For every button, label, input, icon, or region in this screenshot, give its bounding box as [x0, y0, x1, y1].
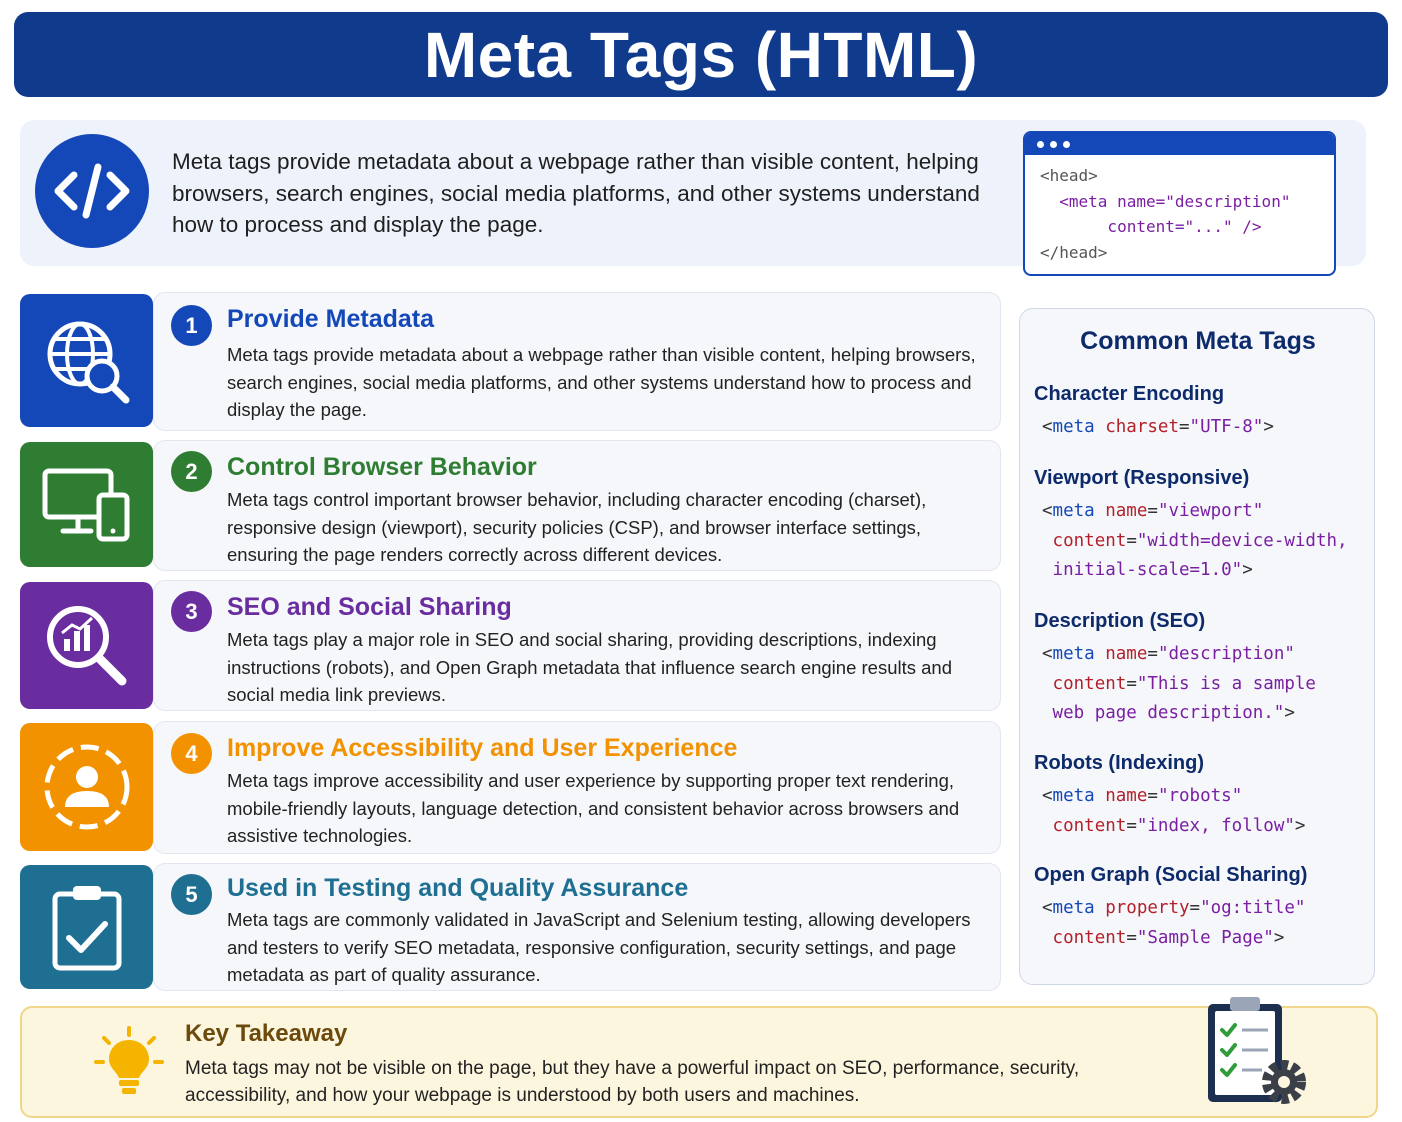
step-number: 1 [171, 305, 212, 346]
key-takeaway-panel [20, 1006, 1378, 1118]
step-number: 2 [171, 451, 212, 492]
card-icon-tile [20, 865, 153, 989]
section-heading: Open Graph (Social Sharing) [1034, 864, 1308, 886]
card-title: SEO and Social Sharing [227, 593, 512, 621]
card-text: Meta tags improve accessibility and user experience by supporting proper text rendering, mobile-friendly layouts, language detection, and consistent behavior across browsers and assistive technologies. [227, 770, 960, 846]
window-dot [1063, 141, 1070, 148]
code-line: </head> [1040, 242, 1108, 262]
step-number: 5 [171, 874, 212, 915]
code-line: <head> [1040, 166, 1098, 185]
section-heading: Description (SEO) [1034, 610, 1206, 632]
code-snippet: <meta property="og:title" content="Sample Page"> [1042, 898, 1306, 948]
head-code [1025, 155, 1334, 265]
chart-magnifier-icon [42, 601, 132, 691]
lightbulb-icon [94, 1026, 164, 1098]
code-snippet: <meta charset="UTF-8"> [1042, 417, 1274, 437]
section-heading: Character Encoding [1034, 383, 1225, 405]
clipboard-check-icon [47, 882, 127, 972]
card-icon-tile [20, 442, 153, 567]
window-dot [1037, 141, 1044, 148]
user-circle-icon [41, 741, 133, 833]
intro-text: Meta tags provide metadata about a webpage rather than visible content, helping browsers, search engines, social media platforms, and other systems understand how to process and display the page. [172, 149, 980, 237]
card-text: Meta tags provide metadata about a webpage rather than visible content, helping browsers, search engines, social media platforms, and other systems understand how to process and display the page. [227, 344, 976, 420]
step-number: 4 [171, 733, 212, 774]
panel-title: Common Meta Tags [1080, 327, 1316, 355]
code-snippet: <meta name="robots" content="index, follow"> [1042, 786, 1306, 836]
card-title: Used in Testing and Quality Assurance [227, 874, 689, 902]
card-text: Meta tags control important browser behavior, including character encoding (charset), responsive design (viewport), security policies (CSP), and browser interface settings, ensuring the page renders correctly across different devices. [227, 489, 927, 565]
card-icon-tile [20, 723, 153, 851]
code-snippet: <meta name="description" content="This is a sample web page description."> [1042, 644, 1316, 723]
code-line: <meta name="description" [1040, 191, 1291, 211]
card-control-browser-behavior [153, 440, 1001, 571]
globe-search-icon [42, 316, 132, 406]
card-text: Meta tags play a major role in SEO and social sharing, providing descriptions, indexing instructions (robots), and Open Graph metadata that influence search engine results and social media link previews. [227, 629, 953, 705]
checklist-gear-icon [1202, 994, 1327, 1114]
head-code-window [1023, 131, 1336, 276]
card-text: Meta tags are commonly validated in JavaScript and Selenium testing, allowing developers and testers to verify SEO metadata, responsive configuration, security settings, and page metadata as part of quality assurance. [227, 909, 971, 985]
card-title: Control Browser Behavior [227, 453, 537, 481]
takeaway-text: Meta tags may not be visible on the page, but they have a powerful impact on SEO, performance, security, accessibility, and how your webpage is understood by both users and machines. [185, 1058, 1080, 1106]
window-title-bar [1025, 133, 1334, 155]
common-meta-tags-panel [1019, 308, 1375, 985]
card-icon-tile [20, 294, 153, 427]
card-testing-qa [153, 863, 1001, 991]
devices-icon [41, 465, 133, 545]
takeaway-heading: Key Takeaway [185, 1020, 348, 1047]
card-title: Improve Accessibility and User Experience [227, 734, 738, 762]
section-heading: Viewport (Responsive) [1034, 467, 1250, 489]
window-dot [1050, 141, 1057, 148]
card-icon-tile [20, 582, 153, 709]
code-line: content="..." /> [1040, 217, 1262, 236]
section-heading: Robots (Indexing) [1034, 752, 1204, 774]
card-seo-social-sharing [153, 580, 1001, 711]
page-title: Meta Tags (HTML) [423, 18, 979, 91]
step-number: 3 [171, 591, 212, 632]
title-banner [14, 12, 1388, 97]
card-provide-metadata [153, 292, 1001, 431]
intro-panel [20, 120, 1366, 266]
card-title: Provide Metadata [227, 305, 435, 333]
code-snippet: <meta name="viewport" content="width=device-width, initial-scale=1.0"> [1042, 501, 1348, 580]
code-icon [35, 134, 149, 248]
card-improve-accessibility [153, 721, 1001, 854]
